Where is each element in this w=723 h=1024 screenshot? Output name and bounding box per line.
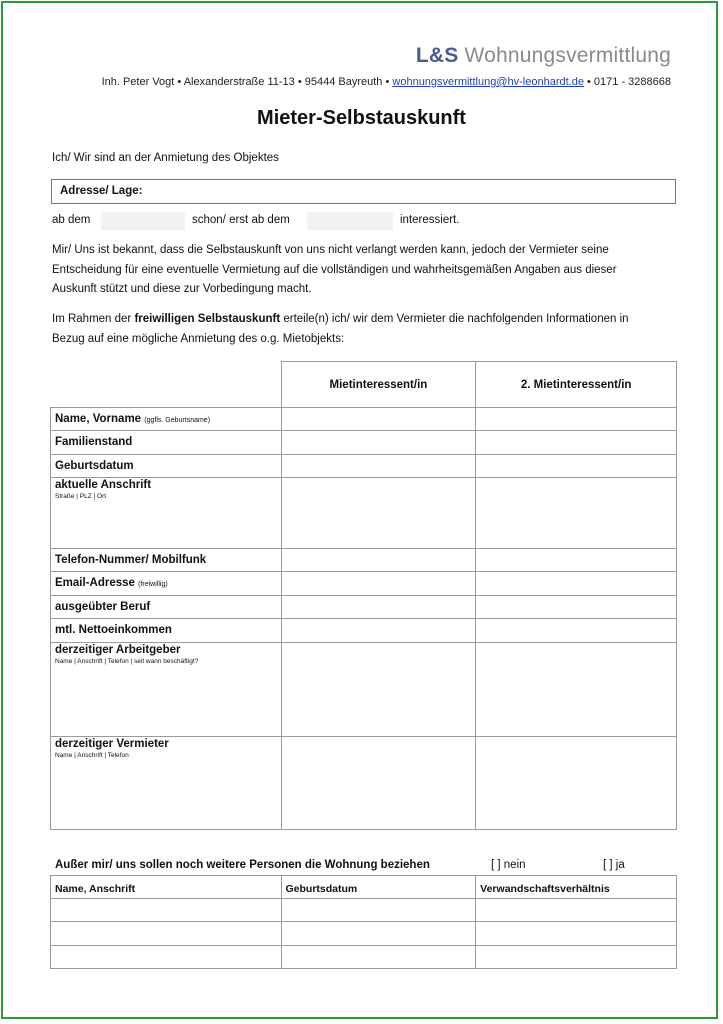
input-cell-tenant-1[interactable] [281, 549, 476, 572]
table-row [51, 549, 677, 572]
input-cell-tenant-2[interactable] [476, 408, 677, 431]
input-cell-tenant-2[interactable] [476, 478, 677, 549]
voluntary-bold: freiwilligen Selbstauskunft [134, 313, 281, 325]
table-header-row [51, 362, 677, 408]
col-header-relationship: Verwandschaftsverhältnis [476, 876, 677, 899]
row-label: Familienstand [51, 431, 282, 455]
table-row [51, 431, 677, 455]
disclaimer-paragraph [52, 241, 682, 300]
row-label: Telefon-Nummer/ Mobilfunk [51, 549, 282, 572]
input-cell[interactable] [476, 946, 677, 969]
input-cell-tenant-2[interactable] [476, 549, 677, 572]
input-cell[interactable] [281, 899, 476, 922]
option-yes-checkbox[interactable]: [ ] ja [603, 859, 625, 871]
date-suffix: interessiert. [400, 214, 460, 226]
input-cell-tenant-2[interactable] [476, 737, 677, 830]
table-row [51, 899, 677, 922]
owner-address: Inh. Peter Vogt • Alexanderstraße 11-13 • 95444 Bayreuth • [101, 76, 390, 88]
table-row [51, 643, 677, 737]
input-cell-tenant-1[interactable] [281, 643, 476, 737]
input-cell[interactable] [476, 922, 677, 946]
input-cell-tenant-1[interactable] [281, 572, 476, 596]
row-label-hint: Name | Anschrift | Telefon | seit wann beschäftigt? [55, 658, 199, 665]
input-cell-tenant-1[interactable] [281, 478, 476, 549]
tenant-info-table [50, 361, 677, 830]
voluntary-line [52, 310, 682, 330]
row-label-hint: Straße | PLZ | Ort [55, 493, 107, 500]
option-no-checkbox[interactable]: [ ] nein [491, 859, 526, 871]
voluntary-line-2: Bezug auf eine mögliche Anmietung des o.g. Mietobjekts: [52, 332, 345, 345]
row-label-hint: Name | Anschrift | Telefon [55, 752, 129, 759]
table-row [51, 572, 677, 596]
address-label: Adresse/ Lage: [60, 185, 143, 197]
input-cell-tenant-1[interactable] [281, 596, 476, 619]
additional-persons-question: Außer mir/ uns sollen noch weitere Personen die Wohnung beziehen [55, 859, 430, 871]
persons-table [50, 875, 677, 969]
page-title: Mieter-Selbstauskunft [257, 107, 466, 129]
col-header-birthdate: Geburtsdatum [281, 876, 476, 899]
col-header-tenant-1: Mietinteressent/in [281, 362, 476, 408]
input-cell[interactable] [281, 922, 476, 946]
row-label [51, 643, 282, 737]
date-until-field[interactable] [307, 212, 393, 230]
row-label [51, 478, 282, 549]
date-middle: schon/ erst ab dem [192, 214, 290, 226]
date-from-field[interactable] [101, 212, 185, 230]
table-row [51, 946, 677, 969]
input-cell-tenant-2[interactable] [476, 619, 677, 643]
voluntary-pre: Im Rahmen der [52, 313, 135, 325]
row-label-text: Name, Vorname [55, 413, 142, 425]
table-row [51, 455, 677, 478]
row-label [51, 737, 282, 830]
row-label: Geburtsdatum [51, 455, 282, 478]
disclaimer-line: Auskunft stützt und diese zur Vorbedingung macht. [52, 283, 312, 295]
input-cell[interactable] [281, 946, 476, 969]
table-row [51, 408, 677, 431]
table-row [51, 619, 677, 643]
table-row [51, 596, 677, 619]
input-cell[interactable] [51, 946, 282, 969]
contact-line [102, 76, 671, 88]
row-label: mtl. Nettoeinkommen [51, 619, 282, 643]
brand-logo [416, 44, 671, 68]
table-row [51, 922, 677, 946]
disclaimer-line: Entscheidung für eine eventuelle Vermietung auf die vollständigen und wahrheitsgemäßen Angaben aus dieser [52, 263, 617, 276]
input-cell-tenant-2[interactable] [476, 643, 677, 737]
phone-number: • 0171 - 3288668 [587, 76, 671, 88]
persons-header-row [51, 876, 677, 899]
row-label-note: (ggfls. Geburtsname) [144, 417, 211, 424]
row-label-note: (freiwillig) [138, 581, 168, 588]
input-cell-tenant-2[interactable] [476, 572, 677, 596]
input-cell-tenant-2[interactable] [476, 596, 677, 619]
input-cell[interactable] [51, 922, 282, 946]
input-cell-tenant-1[interactable] [281, 455, 476, 478]
disclaimer-line: Mir/ Uns ist bekannt, dass die Selbstauskunft von uns nicht verlangt werden kann, jedoch der Vermieter seine [52, 244, 609, 256]
voluntary-post: erteile(n) ich/ wir dem Vermieter die nachfolgenden Informationen in [280, 313, 629, 325]
col-header-tenant-2: 2. Mietinteressent/in [476, 362, 677, 408]
intro-text: Ich/ Wir sind an der Anmietung des Objektes [52, 152, 279, 164]
row-label-text: derzeitiger Arbeitgeber [55, 644, 181, 656]
row-label [51, 408, 282, 431]
table-row [51, 737, 677, 830]
input-cell-tenant-2[interactable] [476, 455, 677, 478]
row-label: ausgeübter Beruf [51, 596, 282, 619]
row-label-text: aktuelle Anschrift [55, 479, 152, 491]
input-cell-tenant-1[interactable] [281, 619, 476, 643]
input-cell-tenant-1[interactable] [281, 408, 476, 431]
row-label-text: Email-Adresse [55, 577, 135, 589]
input-cell-tenant-2[interactable] [476, 431, 677, 455]
input-cell[interactable] [51, 899, 282, 922]
input-cell-tenant-1[interactable] [281, 737, 476, 830]
col-header-name: Name, Anschrift [51, 876, 282, 899]
email-link[interactable]: wohnungsvermittlung@hv-leonhardt.de [392, 76, 584, 88]
input-cell-tenant-1[interactable] [281, 431, 476, 455]
input-cell[interactable] [476, 899, 677, 922]
date-prefix: ab dem [52, 214, 91, 226]
row-label [51, 572, 282, 596]
table-corner [51, 362, 282, 408]
brand-short: L&S [415, 44, 459, 67]
brand-name: Wohnungsvermittlung [464, 44, 671, 67]
table-row [51, 478, 677, 549]
voluntary-paragraph [52, 310, 682, 349]
address-field[interactable] [51, 179, 676, 204]
row-label-text: derzeitiger Vermieter [55, 738, 169, 750]
